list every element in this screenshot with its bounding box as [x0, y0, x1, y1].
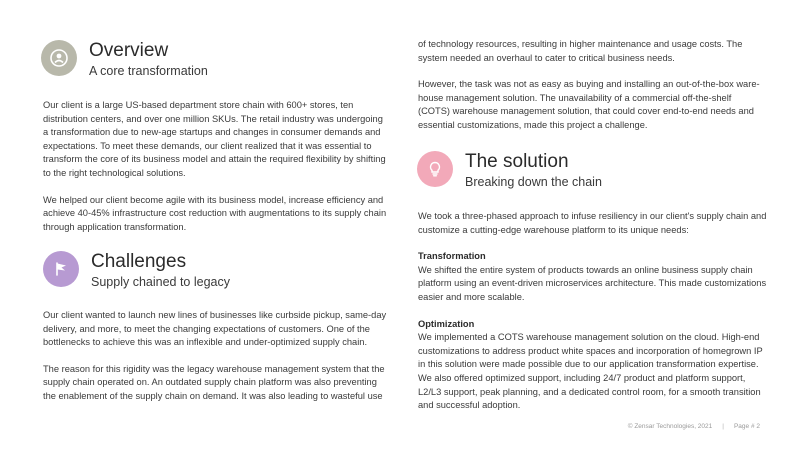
overview-heading: [41, 40, 208, 79]
solution-item-heading: Transformation: [418, 251, 486, 262]
flag-icon: [51, 259, 71, 279]
challenges-paragraph: Our client wanted to launch new lines of businesses like curbside pickup, same-day delivery, and more, to meet the changing expectations of customers. One of the bottlenecks to achieve this was an inflexible and under-optimized supply chain.: [43, 310, 387, 348]
page-footer: [628, 423, 760, 430]
challenges-title: Challenges: [91, 251, 187, 272]
footer-copyright: © Zensar Technologies, 2021: [627, 423, 713, 430]
challenges-body: [43, 309, 391, 404]
challenges-icon-badge: [43, 251, 79, 287]
solution-heading: [417, 151, 602, 190]
right-column-body: [418, 38, 763, 133]
overview-paragraph: Our client is a large US-based department store chain with 600+ stores, ten distribution centers, and over one million SKUs. The retail industry was undergoing a transformation due to new-age startups and changes in consumer demands and expectations. To meet these demands, our client realized that it was essential to transform the core of its business model and attain the required flexibility by shifting to the right technological solutions.: [43, 100, 386, 178]
overview-subtitle: A core transformation: [89, 64, 208, 78]
solution-item-text: We implemented a COTS warehouse management solution on the cloud. High-end customizations to address product white spaces and incorporation of homegrown IP in this solution were made possible due to our application transformation expertise. We also offered optimized support, including 24/7 product and platform support, L2/L3 support, peak planning, and a dedicated control room, for a smooth transition and successful adoption.: [418, 332, 763, 411]
challenges-paragraph: The reason for this rigidity was the legacy warehouse management system that the supply chain operated on. An outdated supply chain platform was also preventing the enablement of the supply chain on demand. It was also leading to wasteful use: [43, 363, 385, 401]
challenges-heading: [43, 251, 230, 290]
solution-icon-badge: [417, 151, 453, 187]
footer-separator: |: [722, 423, 724, 430]
lightbulb-icon: [425, 159, 445, 179]
solution-title: The solution: [465, 151, 569, 172]
solution-intro: We took a three-phased approach to infuse resiliency in our client's supply chain and customize a cutting-edge warehouse platform to its unique needs:: [418, 211, 767, 235]
footer-page-number: Page # 2: [733, 423, 760, 430]
overview-paragraph: We helped our client become agile with its business model, increase efficiency and achieve 40-45% infrastructure cost reduction with augmentations to its supply chain through application transformation.: [43, 194, 387, 232]
solution-item-text: We shifted the entire system of products towards an online business supply chain platform using an event-driven microservices architecture. This made customizations easier and more scalable.: [418, 264, 767, 302]
solution-body: [418, 210, 768, 413]
overview-title: Overview: [89, 40, 169, 61]
person-target-icon: [49, 48, 69, 68]
overview-body: [43, 99, 388, 234]
solution-item-heading: Optimization: [418, 318, 475, 329]
solution-subtitle: Breaking down the chain: [465, 175, 602, 189]
overview-icon-badge: [41, 40, 77, 76]
continued-paragraph: of technology resources, resulting in higher maintenance and usage costs. The system needed an overhaul to cater to critical business needs.: [418, 39, 743, 63]
continued-paragraph: However, the task was not as easy as buying and installing an out-of-the-box ware-house management solution. The unavailability of a commercial off-the-shelf (COTS) warehouse management solution, that could cover end-to-end needs and essential customizations, made this project a challenge.: [418, 79, 760, 130]
challenges-subtitle: Supply chained to legacy: [91, 275, 230, 289]
